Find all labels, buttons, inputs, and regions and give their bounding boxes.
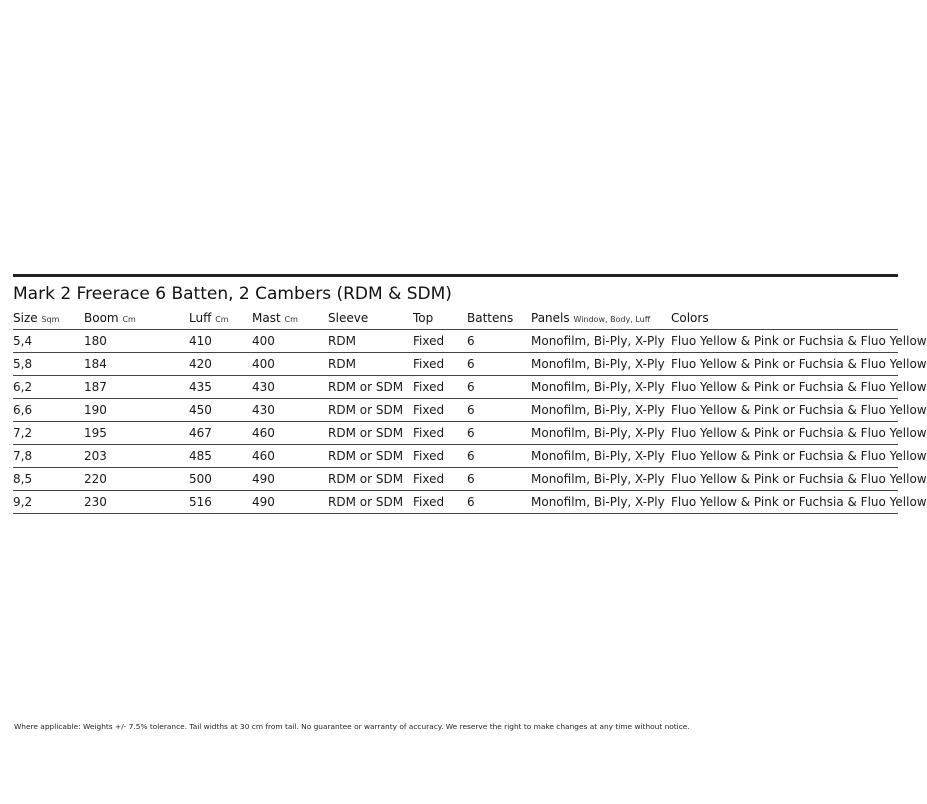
- cell-mast: 460: [252, 449, 275, 463]
- cell-battens: 6: [467, 449, 475, 463]
- cell-top: Fixed: [413, 380, 445, 394]
- spec-table: [13, 307, 927, 514]
- cell-luff: 435: [189, 380, 212, 394]
- cell-panels: Monofilm, Bi-Ply, X-Ply: [531, 357, 665, 371]
- col-header-luff: Luff Cm: [189, 311, 229, 325]
- cell-colors: Fluo Yellow & Pink or Fuchsia & Fluo Yellow: [671, 357, 927, 371]
- cell-sleeve: RDM or SDM: [328, 449, 404, 463]
- table-title: Mark 2 Freerace 6 Batten, 2 Cambers (RDM & SDM): [13, 284, 452, 304]
- cell-panels: Monofilm, Bi-Ply, X-Ply: [531, 380, 665, 394]
- cell-panels: Monofilm, Bi-Ply, X-Ply: [531, 403, 665, 417]
- cell-colors: Fluo Yellow & Pink or Fuchsia & Fluo Yellow: [671, 403, 927, 417]
- cell-colors: Fluo Yellow & Pink or Fuchsia & Fluo Yellow: [671, 380, 927, 394]
- cell-top: Fixed: [413, 495, 445, 509]
- cell-size: 5,8: [13, 357, 33, 371]
- cell-mast: 490: [252, 495, 275, 509]
- cell-luff: 420: [189, 357, 212, 371]
- cell-sleeve: RDM or SDM: [328, 495, 404, 509]
- cell-mast: 490: [252, 472, 275, 486]
- cell-battens: 6: [467, 380, 475, 394]
- cell-boom: 220: [84, 472, 107, 486]
- table-row: [13, 330, 898, 353]
- cell-colors: Fluo Yellow & Pink or Fuchsia & Fluo Yellow: [671, 495, 927, 509]
- col-header-size: Size Sqm: [13, 311, 60, 325]
- table-row: [13, 399, 898, 422]
- cell-top: Fixed: [413, 426, 445, 440]
- cell-luff: 500: [189, 472, 212, 486]
- cell-colors: Fluo Yellow & Pink or Fuchsia & Fluo Yellow: [671, 426, 927, 440]
- cell-sleeve: RDM or SDM: [328, 380, 404, 394]
- cell-panels: Monofilm, Bi-Ply, X-Ply: [531, 426, 665, 440]
- cell-luff: 467: [189, 426, 212, 440]
- cell-sleeve: RDM or SDM: [328, 426, 404, 440]
- table-row: [13, 491, 898, 514]
- cell-luff: 485: [189, 449, 212, 463]
- disclaimer-footnote: Where applicable: Weights +/- 7.5% tolerance. Tail widths at 30 cm from tail. No guarantee or warranty of accuracy. We reserve the right to make changes at any time without notice.: [14, 722, 690, 731]
- table-row: [13, 353, 898, 376]
- cell-colors: Fluo Yellow & Pink or Fuchsia & Fluo Yellow: [671, 334, 927, 348]
- col-header-battens: Battens: [467, 311, 514, 325]
- cell-mast: 460: [252, 426, 275, 440]
- cell-battens: 6: [467, 334, 475, 348]
- cell-size: 8,5: [13, 472, 33, 486]
- cell-mast: 400: [252, 334, 275, 348]
- cell-sleeve: RDM or SDM: [328, 403, 404, 417]
- cell-luff: 516: [189, 495, 212, 509]
- cell-size: 5,4: [13, 334, 33, 348]
- cell-top: Fixed: [413, 449, 445, 463]
- cell-mast: 430: [252, 403, 275, 417]
- cell-panels: Monofilm, Bi-Ply, X-Ply: [531, 334, 665, 348]
- cell-luff: 410: [189, 334, 212, 348]
- cell-panels: Monofilm, Bi-Ply, X-Ply: [531, 495, 665, 509]
- cell-boom: 230: [84, 495, 107, 509]
- cell-battens: 6: [467, 426, 475, 440]
- table-header-row: [13, 307, 898, 330]
- cell-battens: 6: [467, 357, 475, 371]
- cell-size: 7,2: [13, 426, 33, 440]
- col-header-colors: Colors: [671, 311, 709, 325]
- table-row: [13, 422, 898, 445]
- table-row: [13, 376, 898, 399]
- cell-top: Fixed: [413, 472, 445, 486]
- cell-top: Fixed: [413, 357, 445, 371]
- cell-boom: 184: [84, 357, 107, 371]
- cell-boom: 180: [84, 334, 107, 348]
- table-row: [13, 468, 898, 491]
- cell-battens: 6: [467, 472, 475, 486]
- cell-panels: Monofilm, Bi-Ply, X-Ply: [531, 472, 665, 486]
- col-header-top: Top: [413, 311, 434, 325]
- cell-sleeve: RDM: [328, 334, 356, 348]
- col-header-panels: Panels Window, Body, Luff: [531, 311, 651, 325]
- cell-top: Fixed: [413, 334, 445, 348]
- cell-size: 6,6: [13, 403, 33, 417]
- table-row: [13, 445, 898, 468]
- cell-panels: Monofilm, Bi-Ply, X-Ply: [531, 449, 665, 463]
- cell-battens: 6: [467, 403, 475, 417]
- cell-luff: 450: [189, 403, 212, 417]
- cell-colors: Fluo Yellow & Pink or Fuchsia & Fluo Yellow: [671, 449, 927, 463]
- col-header-boom: Boom Cm: [84, 311, 136, 325]
- cell-boom: 190: [84, 403, 107, 417]
- cell-top: Fixed: [413, 403, 445, 417]
- col-header-sleeve: Sleeve: [328, 311, 369, 325]
- cell-boom: 187: [84, 380, 107, 394]
- cell-boom: 195: [84, 426, 107, 440]
- cell-size: 9,2: [13, 495, 33, 509]
- cell-colors: Fluo Yellow & Pink or Fuchsia & Fluo Yellow: [671, 472, 927, 486]
- cell-mast: 430: [252, 380, 275, 394]
- cell-mast: 400: [252, 357, 275, 371]
- cell-size: 7,8: [13, 449, 33, 463]
- cell-battens: 6: [467, 495, 475, 509]
- spec-table-section: [13, 274, 927, 514]
- col-header-mast: Mast Cm: [252, 311, 298, 325]
- cell-sleeve: RDM: [328, 357, 356, 371]
- cell-size: 6,2: [13, 380, 33, 394]
- cell-boom: 203: [84, 449, 107, 463]
- cell-sleeve: RDM or SDM: [328, 472, 404, 486]
